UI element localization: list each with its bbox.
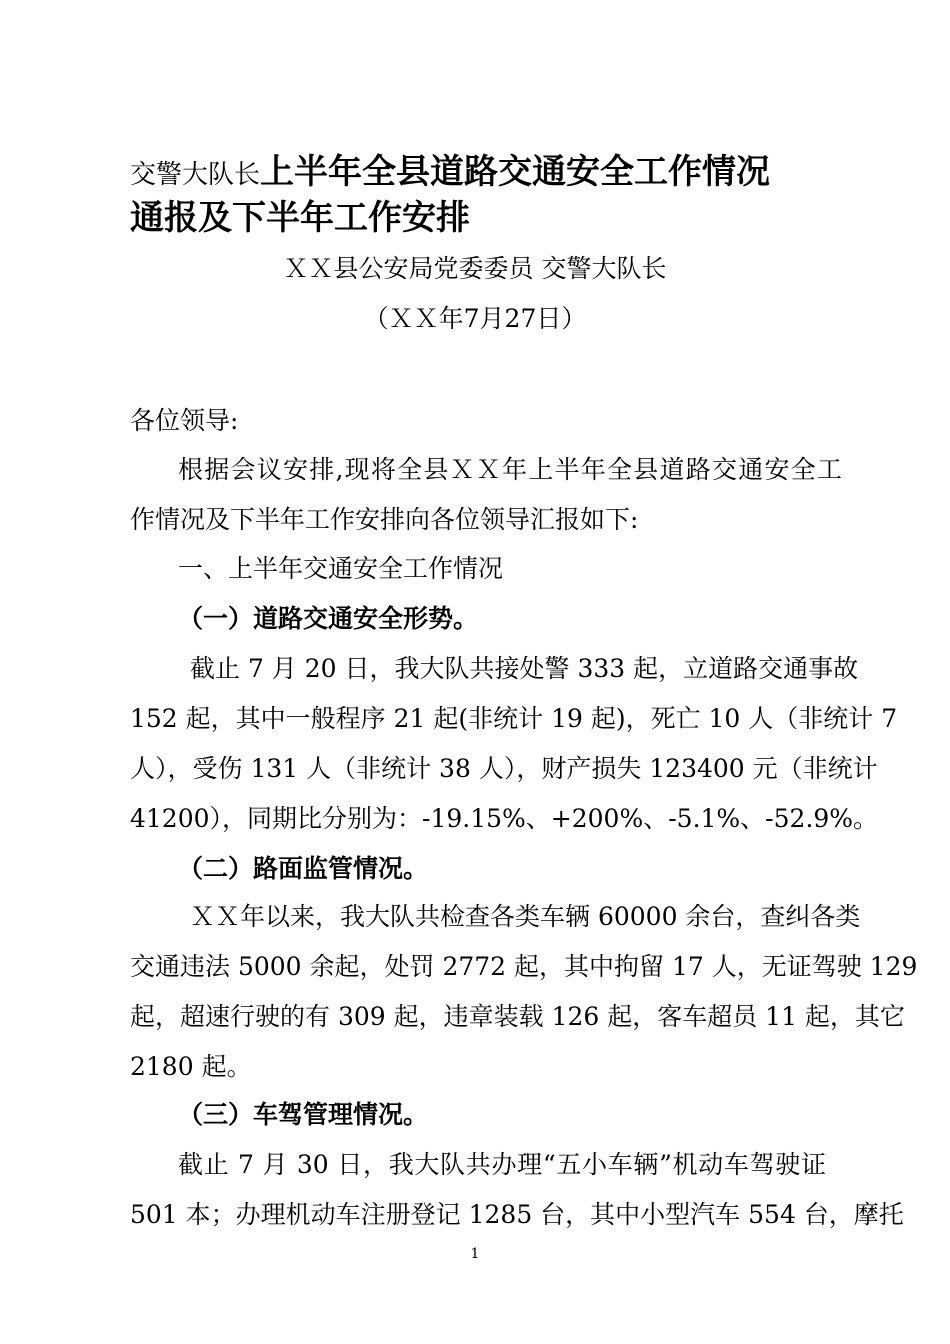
sub2-line-1: ＸＸ年以来，我大队共检查各类车辆 60000 余台，查纠各类: [190, 902, 861, 931]
sub3-line-1: 截止 7 月 30 日，我大队共办理“五小车辆”机动车驾驶证: [178, 1150, 826, 1179]
title-main: 上半年全县道路交通安全工作情况: [260, 152, 771, 192]
date-line: （ＸＸ年7月27日）: [363, 304, 587, 333]
sub1-line-4: 41200），同期比分别为：-19.15%、+200%、-5.1%、-52.9%。: [130, 804, 879, 833]
sub2-line-3: 起，超速行驶的有 309 起，违章装载 126 起，客车超员 11 起，其它: [130, 1002, 905, 1031]
section-1-heading: 一、上半年交通安全工作情况: [178, 554, 504, 583]
intro-line-2: 作情况及下半年工作安排向各位领导汇报如下:: [130, 505, 639, 534]
sub1-line-2: 152 起，其中一般程序 21 起(非统计 19 起)，死亡 10 人（非统计 7: [130, 704, 898, 733]
title-line-1: [130, 150, 850, 197]
sub2-line-2: 交通违法 5000 余起，处罚 2772 起，其中拘留 17 人，无证驾驶 129: [130, 952, 918, 981]
title-prefix: 交警大队长: [130, 160, 261, 190]
subsection-1-heading: （一）道路交通安全形势。: [178, 604, 479, 633]
salutation: 各位领导:: [130, 406, 239, 435]
page-number: 1: [470, 1246, 480, 1262]
intro-line-1: 根据会议安排,现将全县ＸＸ年上半年全县道路交通安全工: [178, 455, 842, 484]
sub2-line-4: 2180 起。: [130, 1052, 252, 1081]
subsection-2-heading: （二）路面监管情况。: [178, 854, 429, 883]
sub1-line-1: 截止 7 月 20 日，我大队共接处警 333 起，立道路交通事故: [190, 654, 859, 683]
sub3-line-2: 501 本；办理机动车注册登记 1285 台，其中小型汽车 554 台，摩托: [130, 1200, 904, 1229]
author-line: ＸＸ县公安局党委委员 交警大队长: [283, 254, 667, 283]
sub1-line-3: 人），受伤 131 人（非统计 38 人），财产损失 123400 元（非统计: [130, 754, 878, 783]
subsection-3-heading: （三）车驾管理情况。: [178, 1100, 429, 1129]
title-line-2: 通报及下半年工作安排: [130, 198, 470, 238]
